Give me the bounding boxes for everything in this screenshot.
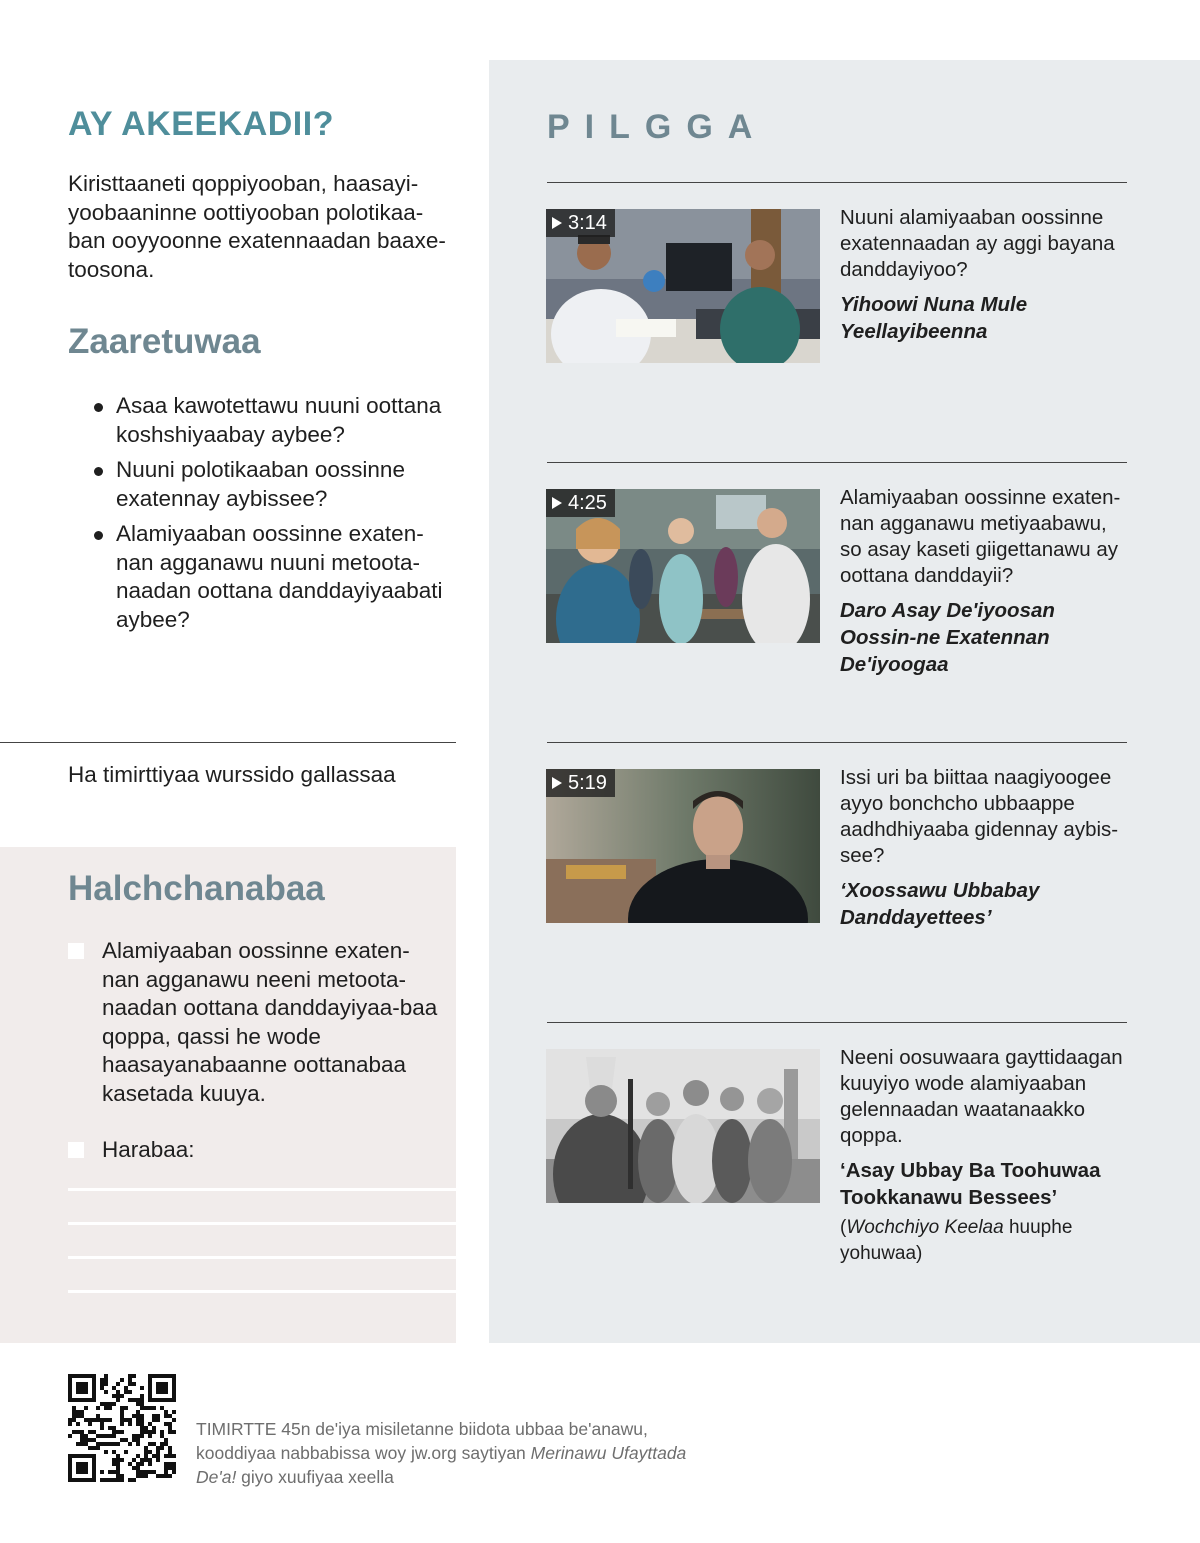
play-icon — [552, 777, 562, 789]
video-info — [840, 765, 1130, 931]
video-info — [840, 205, 1130, 345]
divider — [0, 742, 456, 743]
divider — [547, 742, 1127, 743]
divider — [547, 1022, 1127, 1023]
video-question: Issi uri ba biittaa naagiyoogee ayyo bonchcho ubbaappe aadhdhiyaaba gidennay aybis-see? — [840, 766, 1119, 867]
video-duration-badge: 4:25 — [546, 489, 615, 517]
video-duration-badge: 3:14 — [546, 209, 615, 237]
video-duration-badge: 5:19 — [546, 769, 615, 797]
write-line[interactable] — [68, 1188, 456, 1191]
goal-checkbox[interactable] — [68, 1142, 84, 1158]
video-thumbnail[interactable] — [546, 769, 820, 923]
video-question: Alamiyaaban oossinne exaten-nan agganawu metiyaabawu, so asay kaseti giigettanawu ay oottana danddayii? — [840, 486, 1121, 587]
goal-item — [68, 937, 438, 1108]
goal-text: Harabaa: — [102, 1137, 195, 1162]
goals-panel — [0, 847, 456, 1343]
reflect-question-list — [90, 392, 460, 641]
article-source: (Wochchiyo Keelaa huuphe yohuwaa) — [840, 1217, 1073, 1264]
video-title[interactable]: Yihoowi Nuna Mule Yeellayibeenna — [840, 293, 1028, 343]
divider — [547, 182, 1127, 183]
qr-code-graphic — [68, 1374, 176, 1482]
video-question: Nuuni alamiyaaban oossinne exatennaadan ay aggi bayana danddayiyoo? — [840, 206, 1115, 281]
reflect-question: Nuuni polotikaaban oossinne exatennay aybissee? — [90, 456, 460, 513]
videos-heading: PILGGA — [547, 108, 768, 146]
article-info — [840, 1045, 1130, 1267]
completion-date-label: Ha timirttiyaa wurssido gallassaa — [68, 762, 396, 787]
reflect-heading: Zaaretuwaa — [68, 322, 261, 361]
video-title[interactable]: ‘Xoossawu Ubbabay Danddayettees’ — [840, 879, 1040, 929]
video-title[interactable]: Daro Asay De'iyoosan Oossin-ne Exatennan De'iyoogaa — [840, 599, 1055, 676]
divider — [547, 462, 1127, 463]
video-info — [840, 485, 1130, 678]
play-icon — [552, 217, 562, 229]
goal-checkbox[interactable] — [68, 943, 84, 959]
reflect-question: Alamiyaaban oossinne exaten-nan agganawu nuuni metoota-naadan oottana danddayiyaabati aybee? — [90, 520, 460, 634]
reflect-question: Asaa kawotettawu nuuni oottana koshshiyaabay aybee? — [90, 392, 460, 449]
goal-item-other — [68, 1136, 438, 1165]
videos-panel — [489, 60, 1200, 1343]
page-heading: AY AKEEKADII? — [68, 105, 334, 143]
goal-text: Alamiyaaban oossinne exaten-nan agganawu neeni metoota-naadan oottana danddayiyaa-baa qoppa, qassi he wode haasayanabaanne oottanabaa kasetada kuuya. — [102, 938, 438, 1106]
article-thumbnail[interactable] — [546, 1049, 820, 1203]
write-line[interactable] — [68, 1256, 456, 1259]
footer-note: TIMIRTTE 45n de'iya misiletanne biidota ubbaa be'anawu, kooddiyaa nabbabissa woy jw.org saytiyan Merinawu Ufayttada De'a! giyo xuufiyaa xeella — [196, 1419, 687, 1487]
video-thumbnail[interactable] — [546, 209, 820, 363]
article-question: Neeni oosuwaara gayttidaagan kuuyiyo wode alamiyaaban gelennaadan waatanaakko qoppa. — [840, 1046, 1123, 1147]
write-line[interactable] — [68, 1222, 456, 1225]
article-title[interactable]: ‘Asay Ubbay Ba Toohuwaa Tookkanawu Bessees’ — [840, 1159, 1101, 1209]
qr-code-icon[interactable] — [68, 1374, 176, 1482]
babylon-illustration — [546, 1049, 820, 1203]
intro-paragraph: Kiristtaaneti qoppiyooban, haasayi-yoobaaninne oottiyooban polotikaa-ban ooyyoonne exatennaadan baaxe-toosona. — [68, 171, 446, 282]
play-icon — [552, 497, 562, 509]
video-thumbnail[interactable] — [546, 489, 820, 643]
goals-heading: Halchchanabaa — [68, 869, 325, 908]
write-line[interactable] — [68, 1290, 456, 1293]
